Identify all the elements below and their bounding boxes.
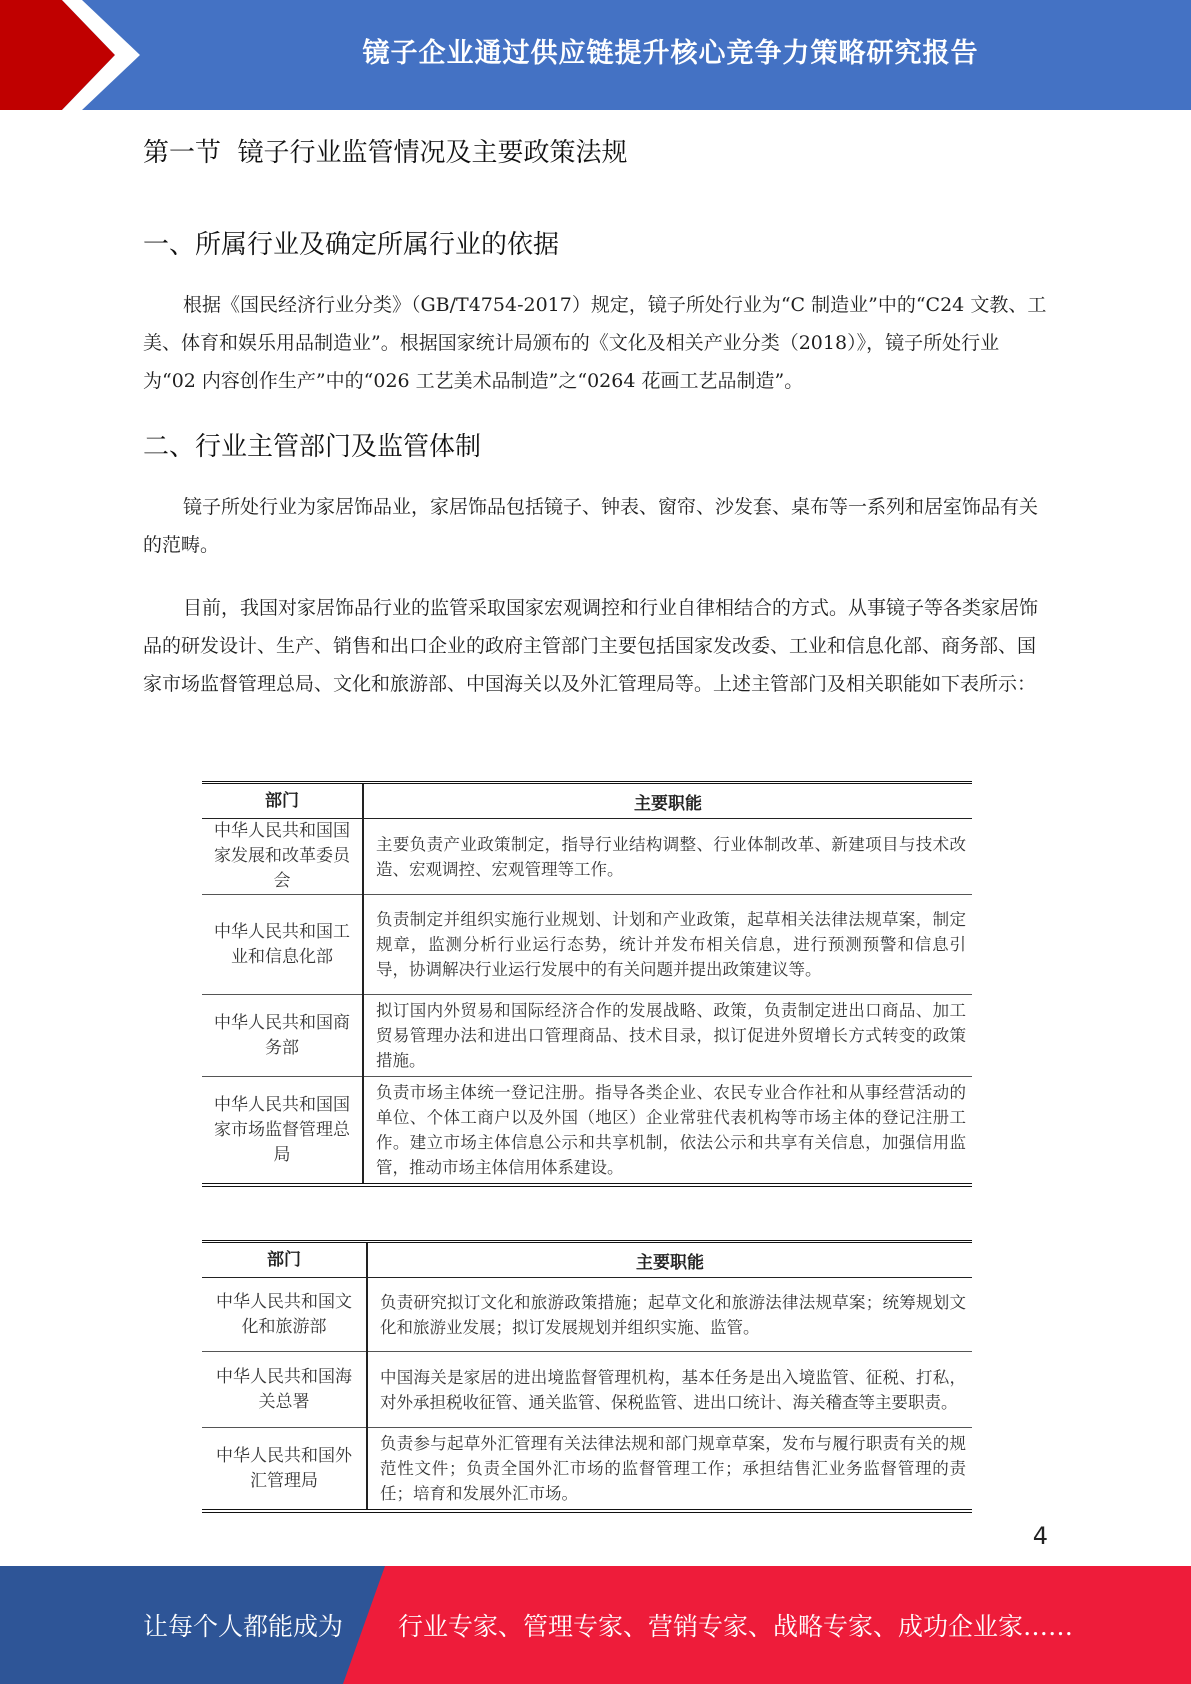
department-name: 中华人民共和国海关总署: [202, 1352, 367, 1428]
department-functions: 主要负责产业政策制定，指导行业结构调整、行业体制改革、新建项目与技术改造、宏观调控、宏观管理等工作。: [363, 819, 972, 895]
column-header-functions: 主要职能: [367, 1242, 972, 1278]
department-functions: 拟订国内外贸易和国际经济合作的发展战略、政策，负责制定进出口商品、加工贸易管理办法和进出口管理商品、技术目录，拟订促进外贸增长方式转变的政策措施。: [363, 995, 972, 1077]
subheading-industry-basis: 一、所属行业及确定所属行业的依据: [143, 230, 560, 260]
table-row: [202, 995, 972, 1077]
section-title: 第一节 镜子行业监管情况及主要政策法规: [143, 138, 628, 168]
paragraph-regulatory-bodies: 目前，我国对家居饰品行业的监管采取国家宏观调控和行业自律相结合的方式。从事镜子等各类家居饰品的研发设计、生产、销售和出口企业的政府主管部门主要包括国家发改委、工业和信息化部、商务部、国家市场监督管理总局、文化和旅游部、中国海关以及外汇管理局等。上述主管部门及相关职能如下表所示：: [143, 597, 1039, 695]
department-functions: 负责研究拟订文化和旅游政策措施；起草文化和旅游法律法规草案；统筹规划文化和旅游业发展；拟订发展规划并组织实施、监管。: [367, 1278, 972, 1352]
table-header-row: [202, 783, 972, 819]
column-header-department: 部门: [202, 783, 363, 819]
departments-table-2: [202, 1240, 972, 1513]
department-name: 中华人民共和国国家发展和改革委员会: [202, 819, 363, 895]
table-row: [202, 1278, 972, 1352]
department-name: 中华人民共和国工业和信息化部: [202, 895, 363, 995]
table-row: [202, 1077, 972, 1186]
paragraph-home-decor-scope: 镜子所处行业为家居饰品业，家居饰品包括镜子、钟表、窗帘、沙发套、桌布等一系列和居室饰品有关的范畴。: [143, 496, 1039, 556]
departments-table-1: [202, 781, 972, 1187]
department-name: 中华人民共和国商务部: [202, 995, 363, 1077]
table-row: [202, 819, 972, 895]
department-functions: 负责制定并组织实施行业规划、计划和产业政策，起草相关法律法规草案，制定规章，监测分析行业运行态势，统计并发布相关信息，进行预测预警和信息引导，协调解决行业运行发展中的有关问题并提出政策建议等。: [363, 895, 972, 995]
table-row: [202, 1428, 972, 1512]
column-header-department: 部门: [202, 1242, 367, 1278]
table-header-row: [202, 1242, 972, 1278]
header-arrow-decoration: [0, 0, 160, 110]
department-functions: 中国海关是家居的进出境监督管理机构，基本任务是出入境监管、征税、打私，对外承担税收征管、通关监管、保税监管、进出口统计、海关稽查等主要职责。: [367, 1352, 972, 1428]
department-name: 中华人民共和国外汇管理局: [202, 1428, 367, 1512]
page-header: [0, 0, 1191, 110]
department-functions: 负责市场主体统一登记注册。指导各类企业、农民专业合作社和从事经营活动的单位、个体工商户以及外国（地区）企业常驻代表机构等市场主体的登记注册工作。建立市场主体信息公示和共享机制，依法公示和共享有关信息，加强信用监管，推动市场主体信用体系建设。: [363, 1077, 972, 1186]
department-name: 中华人民共和国文化和旅游部: [202, 1278, 367, 1352]
page-footer: [0, 1566, 1191, 1684]
table-row: [202, 1352, 972, 1428]
department-functions: 负责参与起草外汇管理有关法律法规和部门规章草案，发布与履行职责有关的规范性文件；负责全国外汇市场的监督管理工作；承担结售汇业务监督管理的责任；培育和发展外汇市场。: [367, 1428, 972, 1512]
column-header-functions: 主要职能: [363, 783, 972, 819]
department-name: 中华人民共和国国家市场监督管理总局: [202, 1077, 363, 1186]
subheading-regulation: 二、行业主管部门及监管体制: [143, 432, 482, 462]
table-row: [202, 895, 972, 995]
report-title: 镜子企业通过供应链提升核心竞争力策略研究报告: [362, 37, 979, 69]
footer-slogan-right: 行业专家、管理专家、营销专家、战略专家、成功企业家……: [398, 1612, 1074, 1641]
paragraph-industry-classification: 根据《国民经济行业分类》（GB/T4754-2017）规定，镜子所处行业为“C 制造业”中的“C24 文教、工美、体育和娱乐用品制造业”。根据国家统计局颁布的《文化及相关产业分类（2018）》，镜子所处行业为“02 内容创作生产”中的“026 工艺美术品制造”之“0264 花画工艺品制造”。: [143, 294, 1047, 392]
page-number: 4: [1032, 1522, 1048, 1550]
footer-slogan-left: 让每个人都能成为: [143, 1612, 344, 1641]
